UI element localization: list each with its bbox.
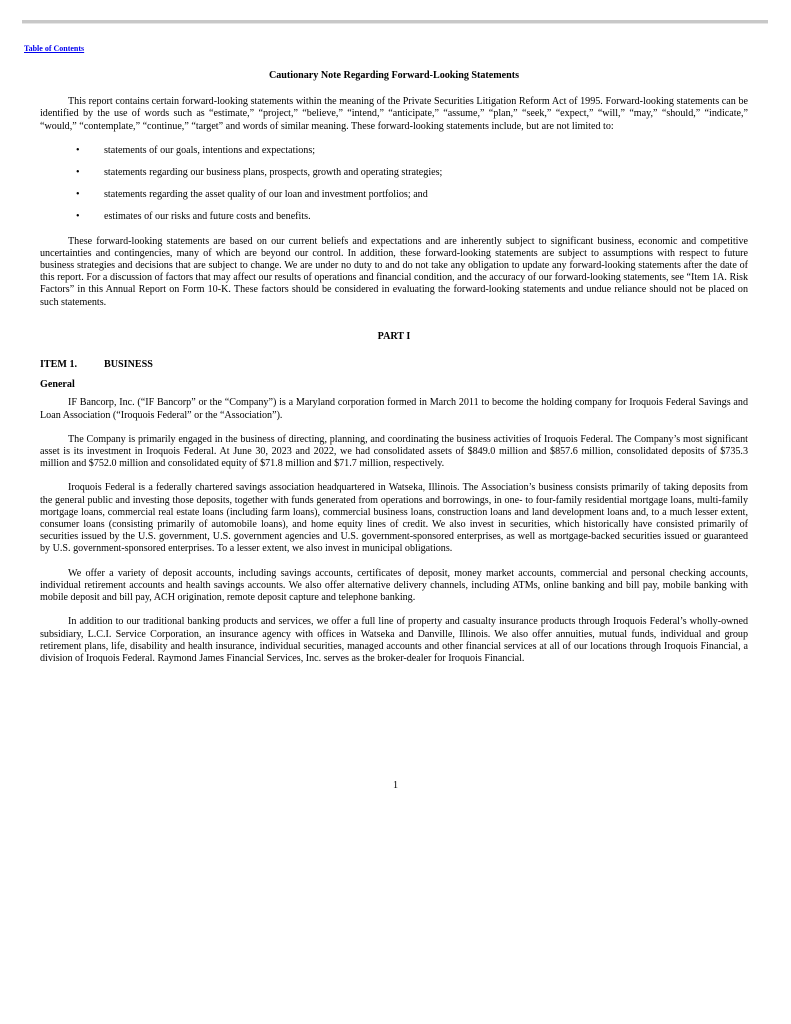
- page-number: 1: [392, 780, 399, 791]
- bullet-text: statements regarding the asset quality of our loan and investment portfolios; and: [104, 189, 428, 201]
- followup-paragraph: These forward-looking statements are based on our current beliefs and expectations and are inherently subject to significant business, economic and competitive uncertainties and contingencies, many of which are beyond our control. In addition, these forward-looking statements are subject to assumptions with respect to future business strategies and decisions that are subject to change. We are under no duty to and do not take any obligation to update any forward-looking statements after the date of this report. For a discussion of factors that may affect our results of operations and financial condition, and the accuracy of our forward-looking statements, see “Item 1A. Risk Factors” in this Annual Report on Form 10-K. These factors should be considered in evaluating the forward-looking statements and undue reliance should not be placed on such statements.: [40, 235, 748, 308]
- general-paragraph: The Company is primarily engaged in the business of directing, planning, and coordinating the business activities of Iroquois Federal. The Company’s most significant asset is its investment in Iroquois Federal. At June 30, 2023 and 2022, we had consolidated assets of $849.0 million and $857.6 million, consolidated deposits of $735.3 million and $752.0 million and consolidated equity of $71.8 million and $71.7 million, respectively.: [40, 433, 748, 470]
- cautionary-title: Cautionary Note Regarding Forward-Looking Statements: [268, 70, 520, 81]
- general-heading: General: [40, 379, 75, 391]
- bullet-text: statements of our goals, intentions and expectations;: [104, 144, 316, 156]
- intro-paragraph: This report contains certain forward-looking statements within the meaning of the Private Securities Litigation Reform Act of 1995. Forward-looking statements can be identified by the use of words such as “estimate,” “project,” “believe,” “intend,” “anticipate,” “assume,” “plan,” “seek,” “expect,” “will,” “may,” “should,” “indicate,” “would,” “contemplate,” “continue,” “target” and words of similar meaning. These forward-looking statements include, but are not limited to:: [40, 96, 748, 132]
- document-body: [40, 70, 748, 677]
- item-heading: [40, 359, 748, 371]
- general-paragraph: We offer a variety of deposit accounts, including savings accounts, certificates of deposit, money market accounts, commercial and personal checking accounts, individual retirement accounts and health savings accounts. We also offer alternative delivery channels, including ATMs, online banking and bill pay, mobile banking with mobile deposit and bill pay, ACH origination, remote deposit capture and telephone banking.: [40, 567, 748, 604]
- table-of-contents-link[interactable]: Table of Contents: [24, 44, 85, 53]
- bullet-list: [40, 145, 748, 224]
- bullet-icon: •: [76, 211, 80, 223]
- general-paragraph: Iroquois Federal is a federally chartered savings association headquartered in Watseka, Illinois. The Association’s business consists primarily of taking deposits from the general public and investing those deposits, together with funds generated from operations and borrowings, in one- to four-family residential mortgage loans, multi-family mortgage loans, commercial real estate loans (including farm loans), commercial business loans, construction loans and land development loans and, to a much lesser extent, consumer loans (consisting primarily of automobile loans), and home equity lines of credit. We also invest in securities, which historically have consisted primarily of securities issued by the U.S. government, U.S. government agencies and U.S. government-sponsored enterprises, as well as mortgage-backed securities issued or guaranteed by U.S. government-sponsored enterprises. To a lesser extent, we also invest in municipal obligations.: [40, 482, 748, 555]
- item-number: ITEM 1.: [40, 359, 78, 371]
- general-paragraph: In addition to our traditional banking products and services, we offer a full line of property and casualty insurance products through Iroquois Federal’s wholly-owned subsidiary, L.C.I. Service Corporation, an insurance agency with offices in Watseka and Danville, Illinois. We also offer annuities, mutual funds, individual and group retirement plans, life, disability and health insurance, individual securities, managed accounts and other financial services at all of our locations through Iroquois Financial, a division of Iroquois Federal. Raymond James Financial Services, Inc. serves as the broker-dealer for Iroquois Financial.: [40, 616, 748, 664]
- list-item: [40, 167, 748, 179]
- bullet-text: statements regarding our business plans, prospects, growth and operating strategies;: [104, 167, 443, 179]
- list-item: [40, 211, 748, 223]
- top-divider: [22, 20, 768, 24]
- item-title: BUSINESS: [104, 359, 153, 371]
- list-item: [40, 145, 748, 157]
- general-paragraph: IF Bancorp, Inc. (“IF Bancorp” or the “Company”) is a Maryland corporation formed in March 2011 to become the holding company for Iroquois Federal Savings and Loan Association (“Iroquois Federal” or the “Association”).: [40, 397, 748, 421]
- list-item: [40, 189, 748, 201]
- bullet-icon: •: [76, 167, 80, 179]
- bullet-icon: •: [76, 144, 80, 156]
- part-heading: PART I: [377, 330, 411, 342]
- bullet-text: estimates of our risks and future costs and benefits.: [104, 211, 311, 223]
- bullet-icon: •: [76, 189, 80, 201]
